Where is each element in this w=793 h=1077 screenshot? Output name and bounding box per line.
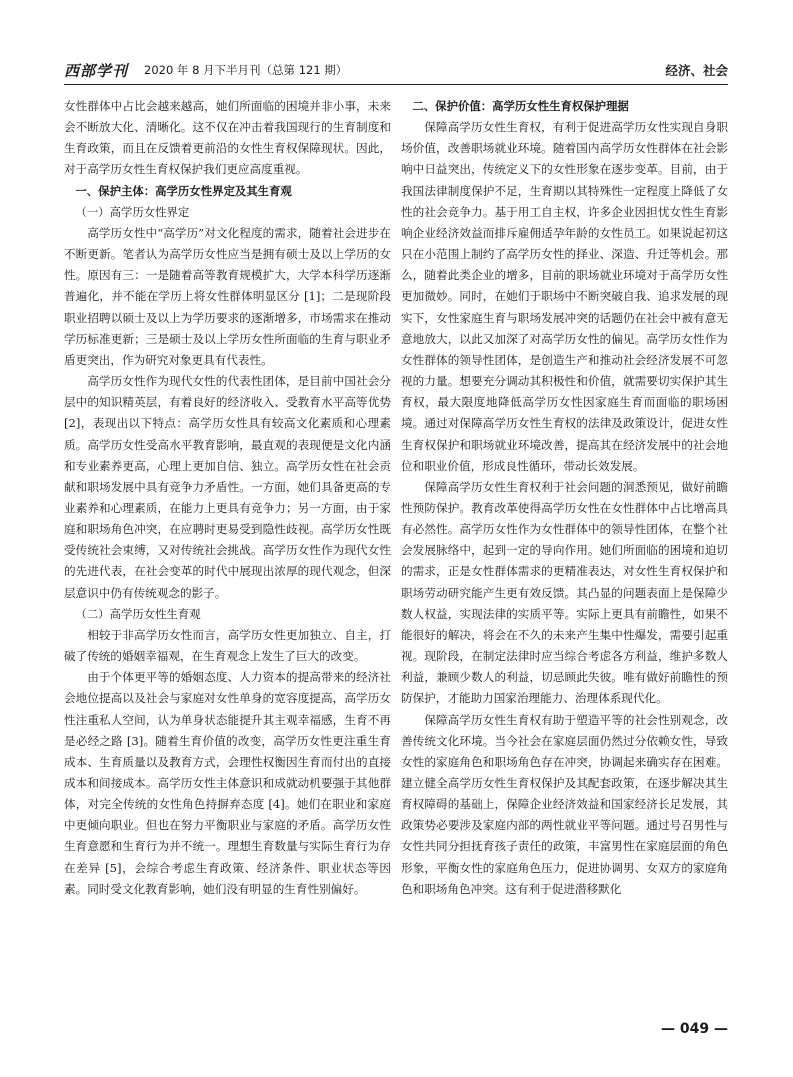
left-column xyxy=(64,96,391,900)
right-column xyxy=(401,96,728,900)
paragraph: 保障高学历女性生育权利于社会问题的洞悉预见，做好前瞻性预防保护。教育改革使得高学历女性在女性群体中占比增高具有必然性。高学历女性作为女性群体中的领导性团体，在整个社会发展脉络中，起到一定的导向作用。她们所面临的困境和迫切的需求，正是女性群体需求的更精准表达，对女性生育权保护和职场劳动研究能产生更有效反馈。其凸显的问题表面上是保障少数人权益，实现法律的实质平等。实际上更具有前瞻性，如果不能很好的解决，将会在不久的未来产生集中性爆发，需要引起重视。现阶段，在制定法律时应当综合考虑各方利益，维护多数人利益，兼顾少数人的利益，切忌顾此失彼。唯有做好前瞻性的预防保护，才能助力国家治理能力、治理体系现代化。 xyxy=(401,479,728,706)
subsection-heading: （二）高学历女性生育观 xyxy=(75,606,201,621)
section-heading: 二、保护价值：高学历女性生育权保护理据 xyxy=(412,99,629,113)
issue-info: 2020 年 8 月下半月刊（总第 121 期） xyxy=(144,63,348,77)
paragraph: 相较于非高学历女性而言，高学历女性更加独立、自主，打破了传统的婚姻幸福观，在生育观念上发生了巨大的改变。 xyxy=(64,627,391,664)
paragraph: 女性群体中占比会越来越高，她们所面临的困境并非小事，未来会不断放大化、清晰化。这不仅在冲击着我国现行的生育制度和生育政策，而且在反馈着更前沿的女性生育权保障现状。因此，对于高学历女性生育权保护我们更应高度重视。 xyxy=(64,99,391,177)
paragraph: 由于个体更平等的婚姻态度、人力资本的提高带来的经济社会地位提高以及社会与家庭对女性单身的宽容度提高，高学历女性注重私人空间，认为单身状态能提升其主观幸福感，生育不再是必经之路 [3]。随着生育价值的改变，高学历女性更注重生育成本、生育质量以及教育方式，会理性权衡因生育而付出的直接成本和间接成本。高学历女性主体意识和成就动机要强于其他群体，对完全传统的女性角色持摒弃态度 [4]。她们在职业和家庭中更倾向职业。但也在努力平衡职业与家庭的矛盾。高学历女性生育意愿和生育行为并不统一。理想生育数量与实际生育行为存在差异 [5]，会综合考虑生育政策、经济条件、职业状态等因素。同时受文化教育影响，她们没有明显的生育性别偏好。 xyxy=(64,670,391,896)
journal-logo: 西部学刊 xyxy=(64,62,129,80)
section-name: 经济、社会 xyxy=(665,63,728,78)
page-number: — 049 — xyxy=(661,1021,728,1037)
paragraph: 保障高学历女性生育权，有利于促进高学历女性实现自身职场价值，改善职场就业环境。随着国内高学历女性群体在社会影响中日益突出，传统定义下的女性形象在逐步变革。目前，由于我国法律制度保护不足，生育期以其特殊性一定程度上降低了女性的社会竞争力。基于用工自主权，许多企业因担忧女性生育影响企业经济效益而排斥雇佣适孕年龄的女性员工。如果说起初这只在小范围上制约了高学历女性的择业、深造、升迁等机会。那么，随着此类企业的增多，目前的职场就业环境对于高学历女性更加微妙。同时，在她们于职场中不断突破自我、追求发展的现实下，女性家庭生育与职场发展冲突的话题仍在社会中被有意无意地放大，以此又加深了对高学历女性的偏见。高学历女性作为女性群体的领导性团体，是创造生产和推动社会经济发展不可忽视的力量。想要充分调动其积极性和价值，就需要切实保护其生育权，最大限度地降低高学历女性因家庭生育而面临的职场困境。通过对保障高学历女性生育权的法律及政策设计，促进女性生育权保护和职场就业环境改善，提高其在经济发展中的社会地位和职业价值，形成良性循环，带动长效发展。 xyxy=(401,120,728,473)
paragraph: 高学历女性作为现代女性的代表性团体，是目前中国社会分层中的知识精英层，有着良好的经济收入、受教育水平高等优势 [2]，表现出以下特点：高学历女性具有较高文化素质和心理素质。高学历女性受高水平教育影响，最直观的表现便是文化内涵和专业素养更高，心理上更加自信、独立。高学历女性在社会贡献和职场发展中具有竞争力矛盾性。一方面，她们具备更高的专业素养和心理素质，在能力上更具有竞争力；另一方面，由于家庭和职场角色冲突，在应聘时更易受到隐性歧视。高学历女性既受传统社会束缚，又对传统社会挑战。高学历女性作为现代女性的先进代表，在社会变革的时代中展现出浓厚的现代观念，但深层意识中仍有传统观念的影子。 xyxy=(64,374,391,600)
header-rule xyxy=(64,84,728,85)
paragraph: 保障高学历女性生育权有助于塑造平等的社会性别观念，改善传统文化环境。当今社会在家庭层面仍然过分依赖女性，导致女性的家庭角色和职场角色存在冲突，协调起来确实存在困难。建立健全高学历女性生育权保护及其配套政策，在逐步解决其生育权障碍的基础上，保障企业经济效益和国家经济长足发展，其政策势必要涉及家庭内部的两性就业平等问题。通过号召男性与女性共同分担抚育孩子责任的政策，丰富男性在家庭层面的角色形象，平衡女性的家庭角色压力，促进协调男、女双方的家庭角色和职场角色冲突。这有利于促进潜移默化 xyxy=(401,712,728,896)
subsection-heading: （一）高学历女性界定 xyxy=(75,204,190,219)
paragraph: 高学历女性中“高学历”对文化程度的需求，随着社会进步在不断更新。笔者认为高学历女性应当是拥有硕士及以上学历的女性。原因有三：一是随着高等教育规模扩大，大学本科学历逐渐普遍化，并不能在学历上将女性群体明显区分 [1]；二是现阶段职业招聘以硕士及以上为学历要求的逐渐增多，市场需求在推动学历标准更新；三是硕士及以上学历女性所面临的生育与职业矛盾更突出，作为研究对象更具有代表性。 xyxy=(64,225,391,367)
page-header xyxy=(64,58,728,84)
section-heading: 一、保护主体：高学历女性界定及其生育观 xyxy=(75,183,292,198)
